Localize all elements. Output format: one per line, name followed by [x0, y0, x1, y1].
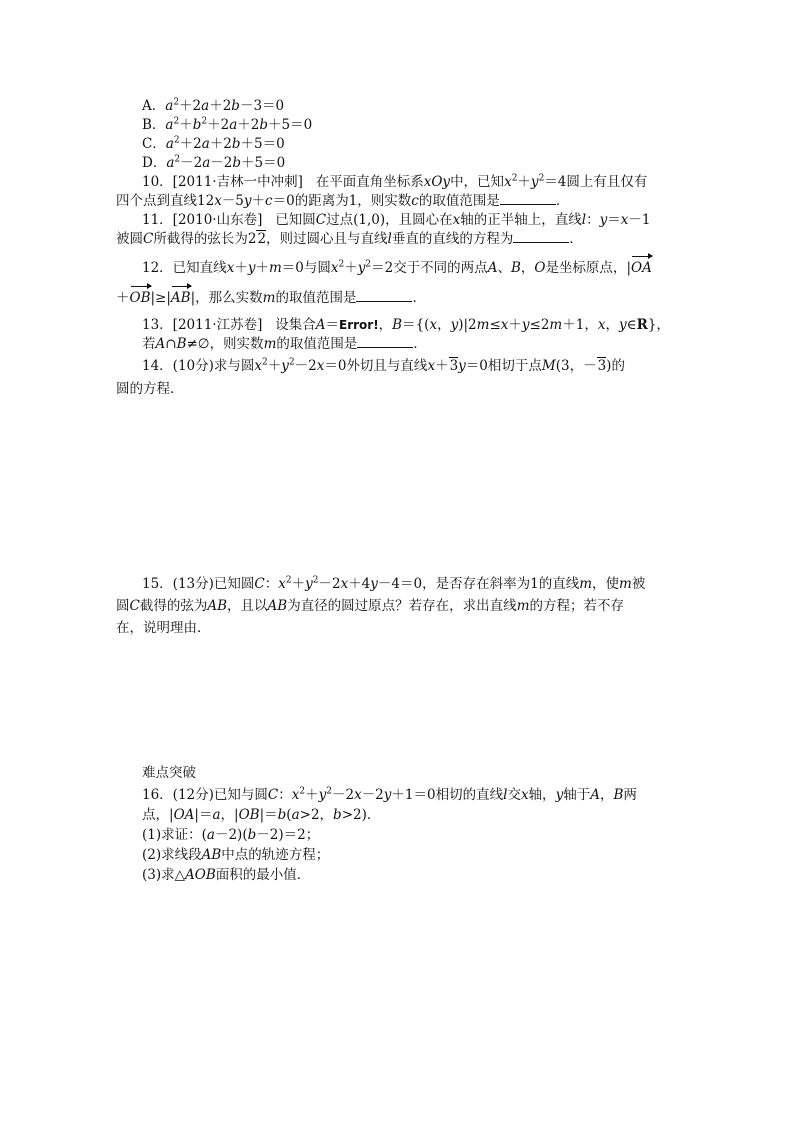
answer-blank[interactable] — [513, 230, 569, 243]
question-13-line-2: 若A∩B≠∅，则实数m的取值范围是 ． — [142, 336, 427, 352]
question-12-line-2: ＋OB|≥|AB|，那么实数m的取值范围是 ． — [116, 290, 426, 306]
option-c: C．$a^2+2a+2b+5=0$ — [142, 135, 285, 152]
question-14-line-2: 圆的方程． — [116, 381, 184, 397]
question-10-line-1: 10．[2011·吉林一中冲刺] 在平面直角坐标系xOy中，已知$x^2+y^2=4$圆上有且仅有 — [142, 173, 648, 190]
option-b: B．$a^2+b^2+2a+2b+5=0$ — [142, 116, 313, 133]
answer-blank[interactable] — [500, 192, 556, 205]
question-16-part-3: (3)求△AOB面积的最小值． — [142, 867, 311, 883]
option-b-label: B． — [142, 117, 166, 133]
question-14-line-1: 14．(10分)求与圆$x^2+y^2-2x=0$外切且与直线x＋3y＝0相切于点M(3，－3)的 — [142, 357, 625, 374]
option-d: D．$a^2-2a-2b+5=0$ — [142, 154, 286, 171]
question-11-line-1: 11．[2010·山东卷] 已知圆C过点(1,0)，且圆心在x轴的正半轴上，直线l：y＝x－1 — [142, 212, 651, 228]
question-11-line-2: 被圆C所截得的弦长为22，则过圆心且与直线l垂直的直线的方程为 ． — [116, 231, 583, 247]
answer-blank[interactable] — [357, 335, 413, 348]
question-12-line-1: 12．已知直线x＋y＋m＝0与圆$x^2+y^2=2$交于不同的两点A、B，O是坐标原点，|OA — [142, 259, 652, 276]
question-16-part-1: (1)求证：(a－2)(b－2)＝2； — [142, 827, 320, 843]
section-heading: 难点突破 — [142, 765, 196, 781]
question-16-part-2: (2)求线段AB中点的轨迹方程； — [142, 847, 330, 863]
question-10-line-2: 四个点到直线12x－5y＋c＝0的距离为1，则实数c的取值范围是 ． — [116, 193, 570, 209]
option-a-label: A． — [142, 98, 166, 114]
option-a: A．$a^2+2a+2b-3=0$ — [142, 97, 285, 114]
question-15-line-2: 圆C截得的弦为AB，且以AB为直径的圆过原点？若存在，求出直线m的方程；若不存 — [116, 598, 624, 614]
question-16-line-2: 点，|OA|＝a，|OB|＝b(a>2，b>2)． — [142, 807, 381, 823]
question-16-line-1: 16．(12分)已知与圆C：$x^2+y^2-2x-2y+1=0$相切的直线l交x轴，y轴于A，B两 — [142, 786, 637, 803]
option-c-label: C． — [142, 136, 166, 152]
question-15-line-3: 在，说明理由． — [116, 620, 211, 636]
option-d-label: D． — [142, 155, 167, 171]
question-13-line-1: 13．[2011·江苏卷] 设集合A＝Error!，B＝{(x，y)|2m≤x＋y≤2m＋1，x，y∈R}， — [142, 317, 670, 333]
question-15-line-1: 15．(13分)已知圆C：$x^2+y^2-2x+4y-4=0$，是否存在斜率为1的直线m，使m被 — [142, 575, 646, 592]
answer-blank[interactable] — [356, 289, 412, 302]
